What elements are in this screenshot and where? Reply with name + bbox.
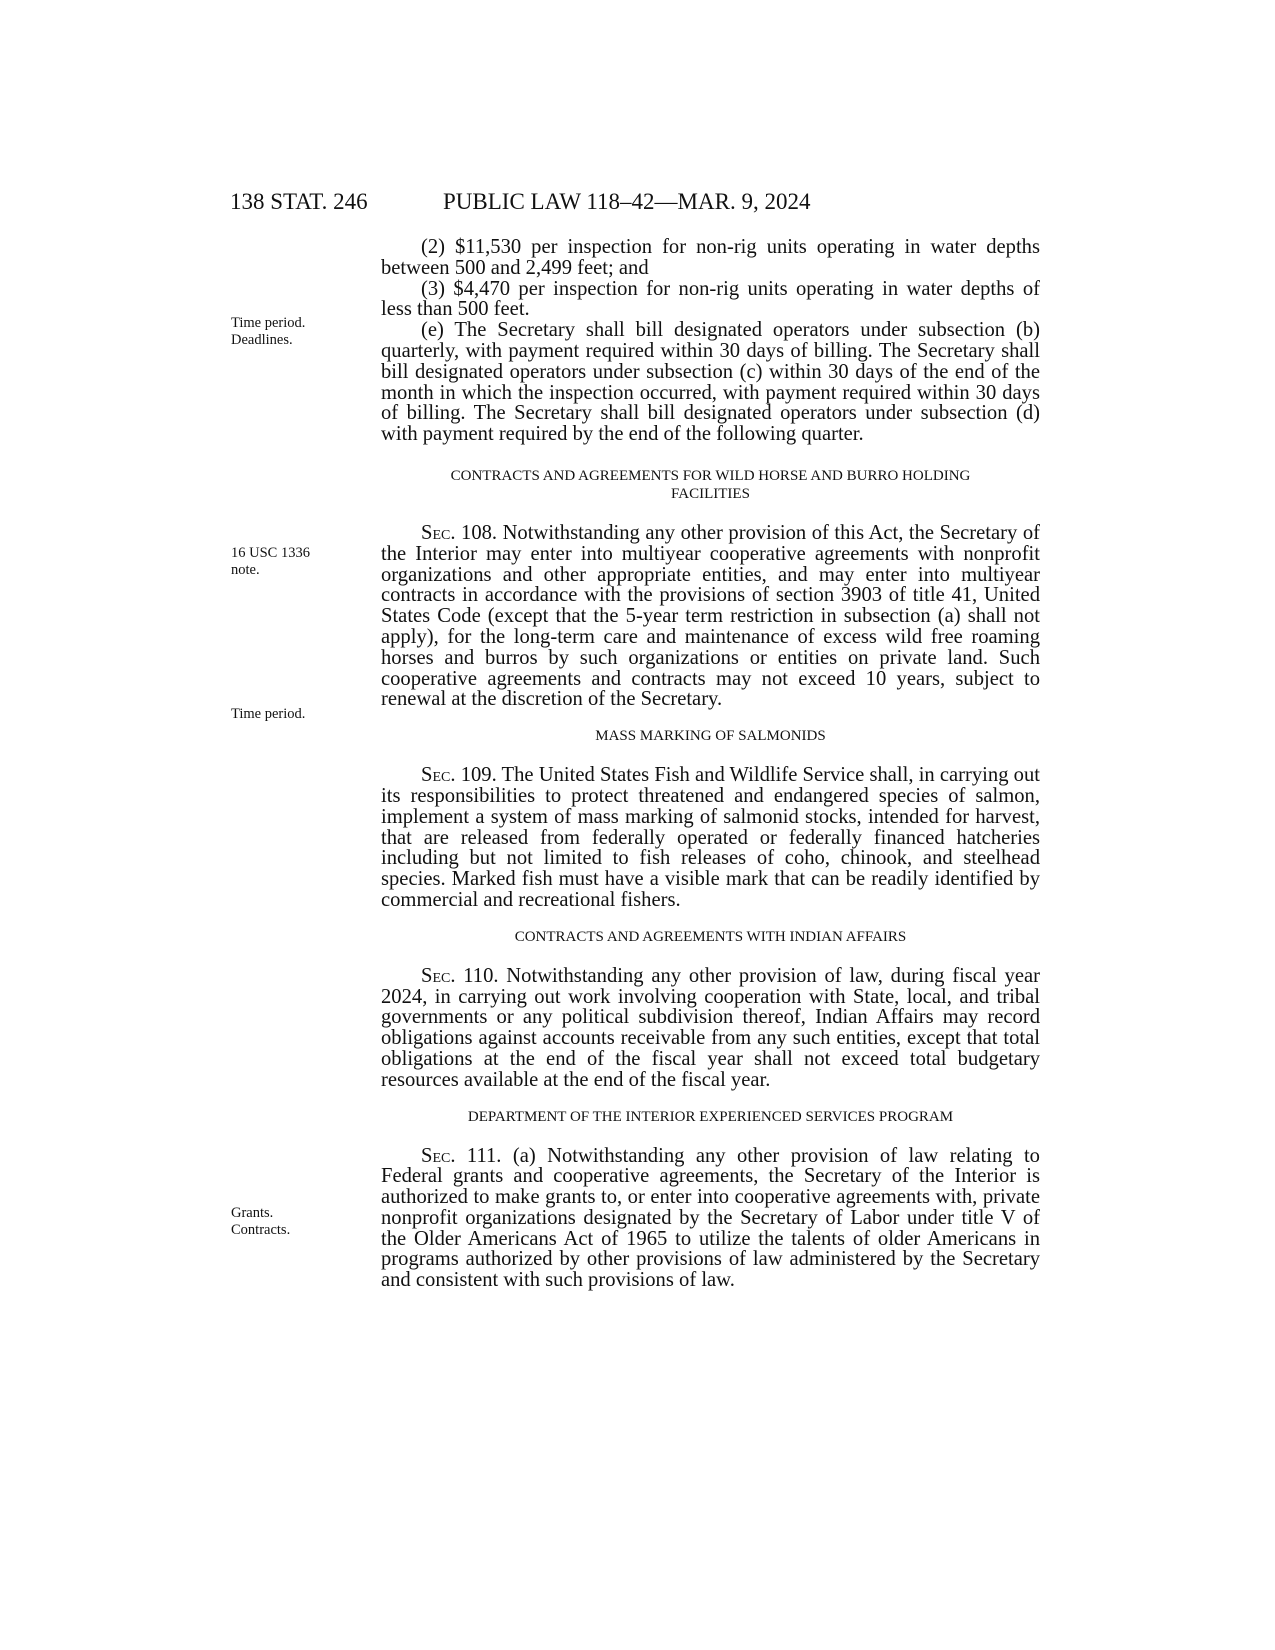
section-heading-109: MASS MARKING OF SALMONIDS (595, 728, 826, 745)
section-108-paragraph (381, 523, 1040, 710)
section-heading-111: DEPARTMENT OF THE INTERIOR EXPERIENCED SERVICES PROGRAM (467, 1108, 954, 1125)
sidenote-usc-citation (231, 545, 310, 579)
section-111-paragraph (381, 1146, 1040, 1292)
section-label: Sec. (421, 1144, 456, 1167)
statute-page-reference: 138 STAT. 246 (230, 189, 368, 214)
section-label: Sec. (421, 764, 456, 787)
section-heading-110: CONTRACTS AND AGREEMENTS WITH INDIAN AFFAIRS (514, 928, 907, 945)
main-text-column (381, 237, 1040, 1291)
section-label: Sec. (421, 521, 456, 544)
heading-line: CONTRACTS AND AGREEMENTS FOR WILD HORSE AND BURRO HOLDING (450, 467, 971, 484)
sidenote-time-period (231, 706, 305, 723)
sidenote-line: Time period. (231, 315, 306, 331)
sidenote-grants-contracts (231, 1205, 290, 1239)
sidenote-line: Deadlines. (231, 332, 293, 348)
sidenote-line: 16 USC 1336 (231, 545, 310, 561)
heading-line: FACILITIES (671, 485, 750, 502)
paragraph-item-3: (3) $4,470 per inspection for non-rig units operating in water depths of less than 500 feet. (381, 277, 1040, 321)
sidenote-time-deadlines (231, 315, 305, 349)
paragraph-item-2: (2) $11,530 per inspection for non-rig units operating in water depths between 500 and 2,499 feet; and (381, 236, 1040, 279)
section-heading-108 (381, 467, 1040, 503)
section-109-text: 109. The United States Fish and Wildlife Service shall, in carrying out its responsibilities to protect threatened and endangered species of salmon, implement a system of mass marking of salmonid stocks, intended for harvest, that are released from federally operated or federally financed hatcheries including but not limited to fish releases of coho, chinook, and steelhead species. Marked fish must have a visible mark that can be readily identified by commercial and recreational fishers. (381, 764, 1040, 911)
section-108-text: 108. Notwithstanding any other provision of this Act, the Secretary of the Interior may enter into multiyear cooperative agreements with nonprofit organizations and other appropriate entities, and may enter into multiyear contracts in accordance with the provisions of section 3903 of title 41, United States Code (except that the 5-year term restriction in subsection (a) shall not apply), for the long-term care and maintenance of excess wild free roaming horses and burros by such organizations or entities on private land. Such cooperative agreements and contracts may not exceed 10 years, subject to renewal at the discretion of the Secretary. (381, 521, 1040, 711)
section-109-paragraph (381, 765, 1040, 911)
paragraph-subsection-e: (e) The Secretary shall bill designated operators under subsection (b) quarterly, with payment required within 30 days of billing. The Secretary shall bill designated operators under subsection (c) within 30 days of the end of the month in which the inspection occurred, with payment required within 30 days of billing. The Secretary shall bill designated operators under subsection (d) with payment required by the end of the following quarter. (381, 319, 1040, 446)
sidenote-line: Time period. (231, 706, 306, 722)
sidenote-line: note. (231, 562, 260, 578)
sidenote-line: Grants. (231, 1205, 274, 1221)
section-110-paragraph (381, 966, 1040, 1091)
sidenote-line: Contracts. (231, 1222, 291, 1238)
section-111-text: 111. (a) Notwithstanding any other provision of law relating to Federal grants and cooperative agreements, the Secretary of the Interior is authorized to make grants to, or enter into cooperative agreements with, private nonprofit organizations designated by the Secretary of Labor under title V of the Older Americans Act of 1965 to utilize the talents of older Americans in programs authorized by other provisions of law administered by the Secretary and consistent with such provisions of law. (381, 1144, 1040, 1292)
section-label: Sec. (421, 964, 456, 987)
public-law-title: PUBLIC LAW 118–42—MAR. 9, 2024 (443, 189, 811, 214)
section-110-text: 110. Notwithstanding any other provision of law, during fiscal year 2024, in carrying out work involving cooperation with State, local, and tribal governments or any political subdivision thereof, Indian Affairs may record obligations against accounts receivable from any such entities, except that total obligations at the end of the fiscal year shall not exceed total budgetary resources available at the end of the fiscal year. (381, 964, 1040, 1091)
